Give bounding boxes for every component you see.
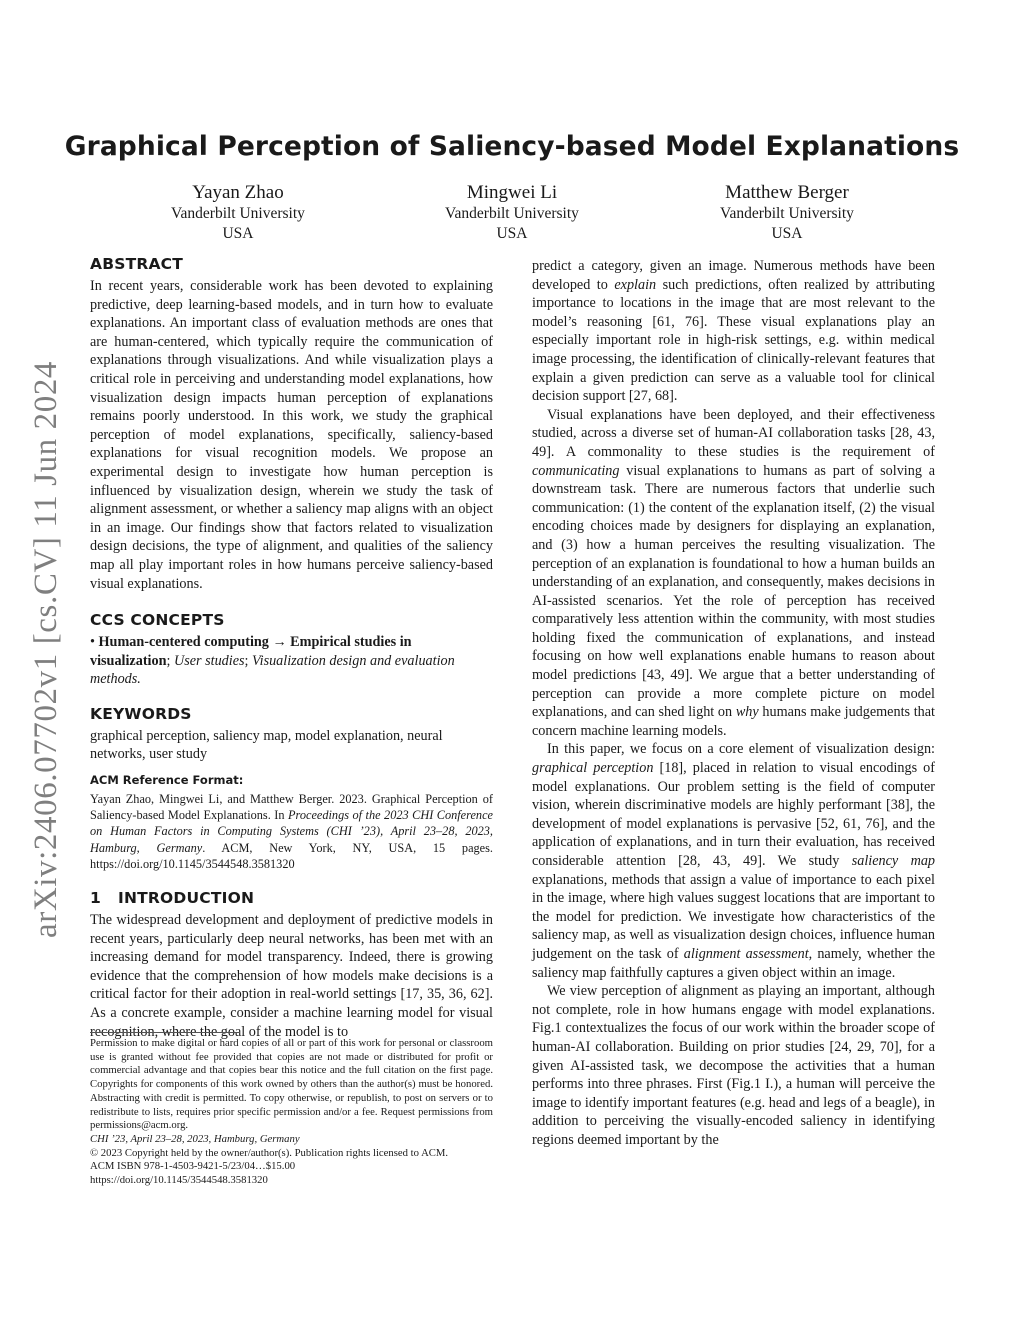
text-run: predict a category, given an image. Numerous methods have been developed to — [532, 258, 935, 293]
author-name: Matthew Berger — [725, 182, 849, 203]
author-country: USA — [771, 225, 803, 242]
right-paragraph-4: We view perception of alignment as playing an important, although not complete, role in how humans engage with model explanations. Fig.1 contextualizes the focus of our work within the broader scope of human-AI collaboration. Building on prior studies [24, 29, 70], for a given AI-assisted task, we decompose the activities that a human performs into three phrases. First (Fig.1 I.), a human will perceive the image to identify important features (e.g. head and legs of a beagle), in addition to perceiving the visually-encoded saliency in identifying regions deemed important by the — [532, 983, 935, 1148]
ccs-sep2: ; — [244, 652, 249, 669]
author-name: Yayan Zhao — [192, 182, 284, 203]
ccs-italic1: User studies — [173, 652, 245, 669]
ccs-italic2: Visualization design and evaluation methods. — [90, 652, 455, 688]
copyright-notice: © 2023 Copyright held by the owner/author(s). Publication rights licensed to ACM. — [90, 1146, 449, 1159]
ccs-bold2: Empirical studies in visualization — [90, 634, 412, 669]
isbn-line: ACM ISBN 978-1-4503-9421-5/23/04…$15.00 — [90, 1160, 296, 1173]
conference-venue: CHI ’23, April 23–28, 2023, Hamburg, Germany — [90, 1132, 300, 1145]
text-run: visual explanations to humans as part of solving a downstream task. There are numerous factors that underlie such communication: (1) the content of the explanation itself, (2) the visual encoding choices made by designers for displaying an explanation, and (3) how a human perceives the resulting visualization. The perception of an explanation is foundational to how a human builds an understanding of an explanation, and consequently, makes decisions in AI-assisted scenarios. Yet the role of perception has received comparatively less attention within the community, with most studies holding fixed the communication of explanations, and instead focusing on how well explanations enable humans to reason about model predictions [43, 49]. We argue that a better understanding of perception can provide a more complete picture on model explanations, and can shed light on — [532, 462, 935, 721]
abstract-text: In recent years, considerable work has been devoted to explaining predictive, deep learning-based models, and in turn how to evaluate explanations. An important class of evaluation methods are ones that are human-centered, which typically require the communication of explanations through visualizations. And while visualization plays a critical role in perceiving and understanding model explanations, how visualization design impacts human perception of explanations remains poorly understood. In this work, we study the graphical perception of model explanations, specifically, saliency-based explanations for visual recognition models. We propose an experimental design to investigate how human perception is influenced by visualization design, wherein we study the task of alignment assessment, or whether a saliency map aligns with an object in an image. Our findings show that factors related to visualization design decisions, the type of alignment, and qualities of the saliency map all play important roles in how humans perceive saliency-based visual explanations. — [90, 278, 493, 592]
ccs-arrow: → — [272, 634, 287, 651]
paper-title: Graphical Perception of Saliency-based Model Explanations — [64, 131, 960, 162]
author-block-1 — [108, 181, 368, 244]
intro-paragraph-1: The widespread development and deployment of predictive models in recent years, particularly deep neural networks, has been met with an increasing demand for model transparency. Indeed, there is growing evidence that the comprehension of how models make decisions is a critical factor for their adoption in real-world settings [17, 35, 36, 62]. As a concrete example, consider a machine learning model for visual recognition, where the goal of the model is to — [90, 912, 493, 1040]
emphasis-run: communicating — [532, 462, 620, 479]
right-paragraph-2 — [532, 406, 935, 741]
ccs-bullet: • — [90, 634, 95, 651]
author-name: Mingwei Li — [466, 182, 558, 203]
text-run: humans make judgements that concern machine learning models. — [532, 704, 936, 739]
emphasis-run: graphical perception — [532, 760, 654, 777]
introduction-heading — [90, 888, 493, 908]
emphasis-run: explain — [614, 276, 657, 293]
text-run: , namely, whether the saliency map faithfully captures a given object within an image. — [532, 945, 935, 981]
author-block-3 — [657, 181, 917, 244]
abstract-heading: ABSTRACT — [90, 255, 184, 273]
keywords-text: graphical perception, saliency map, model explanation, neural networks, user study — [90, 727, 443, 763]
permission-notice: Permission to make digital or hard copies of all or part of this work for personal or classroom use is granted without fee provided that copies are not made or distributed for profit or commercial advantage and that copies bear this notice and the full citation on the first page. Copyrights for components of this work owned by others than the author(s) must be honored. Abstracting with credit is permitted. To copy otherwise, or republish, to post on servers or to redistribute to lists, requires prior specific permission and/or a fee. Request permissions from permissions@acm.org. — [90, 1037, 493, 1132]
author-affiliation: Vanderbilt University — [445, 205, 579, 222]
author-affiliation: Vanderbilt University — [171, 205, 305, 222]
text-run: In this paper, we focus on a core element of visualization design: — [547, 741, 935, 758]
left-column — [90, 254, 493, 1041]
ccs-concepts — [90, 633, 493, 689]
text-run: Visual explanations have been deployed, and their effectiveness studied, across a diverse set of human-AI collaboration tasks [28, 43, 49]. A commonality to these studies is the requirement of — [532, 406, 935, 460]
footnote-block — [90, 1037, 493, 1188]
section-title: INTRODUCTION — [118, 889, 255, 908]
keywords-heading: KEYWORDS — [90, 704, 192, 723]
section-number: 1 — [90, 889, 101, 908]
author-block-2 — [382, 181, 642, 244]
right-paragraph-3 — [532, 740, 935, 982]
text-run: explanations, methods that assign a value of importance to each pixel in the image, where high values suggest locations that are important to the model for prediction. We investigate how characteristics of the saliency map, as well as visualization design choices, influence human judgement on the task of — [532, 871, 935, 962]
emphasis-run: why — [735, 704, 759, 721]
right-paragraph-1 — [532, 257, 935, 406]
arxiv-sidebar-stamp: arXiv:2406.07702v1 [cs.CV] 11 Jun 2024 — [28, 360, 64, 938]
author-affiliation: Vanderbilt University — [720, 205, 854, 222]
author-country: USA — [496, 225, 528, 242]
acm-reference-text — [90, 791, 493, 872]
author-country: USA — [222, 225, 254, 242]
emphasis-run: alignment assessment — [683, 945, 809, 962]
footnote-divider — [90, 1032, 240, 1033]
emphasis-run: saliency map — [851, 853, 936, 869]
reference-pre: Yayan Zhao, Mingwei Li, and Matthew Berger. 2023. Graphical Perception of Saliency-based Model Explanations. In — [90, 792, 493, 823]
reference-venue: Proceedings of the 2023 CHI Conference on Human Factors in Computing Systems (CHI ’23), April 23–28, 2023, Hamburg, Germany — [90, 808, 493, 855]
text-run: [18], placed in relation to visual encodings of model explanations. Our problem setting is the field of computer vision, wherein discriminative models are highly performant [38], the development of model explanations is pervasive [52, 61, 76], and the application of explanations, and in turn their evaluation, has received considerable attention [28, 43, 49]. We study — [532, 760, 935, 869]
reference-post: . ACM, New York, NY, USA, 15 pages. https://doi.org/10.1145/3544548.3581320 — [90, 840, 493, 871]
ccs-bold1: Human-centered computing — [98, 634, 269, 651]
acm-reference-heading: ACM Reference Format: — [90, 773, 244, 788]
ccs-heading: CCS CONCEPTS — [90, 611, 225, 630]
ccs-sep1: ; — [166, 652, 171, 669]
doi-link[interactable]: https://doi.org/10.1145/3544548.3581320 — [90, 1174, 268, 1187]
text-run: such predictions, often realized by attributing importance to locations in the image that are most relevant to the model’s reasoning [61, 76]. These visual explanations play an especially important role in high-risk settings, e.g. within medical image processing, the identification of clinically-relevant features that explain a given prediction can serve as a valuable tool for clinical decision support [27, 68]. — [532, 276, 936, 405]
right-column — [532, 257, 935, 1150]
